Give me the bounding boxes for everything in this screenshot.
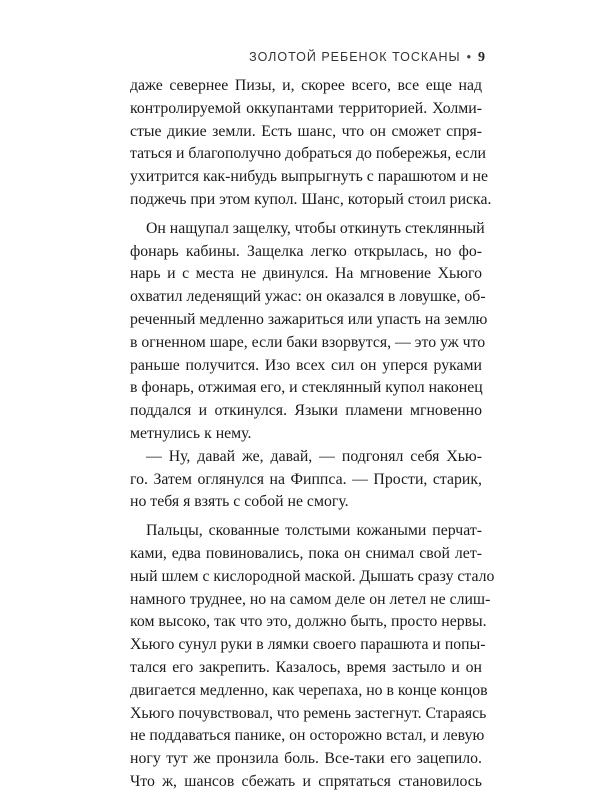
text-line: контролируемой оккупантами территорией. Холми- xyxy=(130,99,482,117)
text-line: го. Затем оглянулся на Фиппса. — Прости, старик, xyxy=(130,470,482,488)
text-line: охватил леденящий ужас: он оказался в ловушке, об- xyxy=(130,288,486,306)
book-title: ЗОЛОТОЙ РЕБЕНОК ТОСКАНЫ xyxy=(249,50,461,64)
paragraph xyxy=(130,446,482,514)
text-line: но тебя я взять с собой не смогу. xyxy=(130,493,349,511)
text-line: — Ну, давай же, давай, — подгонял себя Хью- xyxy=(146,447,482,465)
text-line: нарь и с места не двинулся. На мгновение Хьюго xyxy=(130,265,482,283)
text-line: реченный медленно зажариться или упасть на землю xyxy=(130,310,488,328)
body-text xyxy=(130,75,495,794)
text-line: поддался и откинулся. Языки пламени мгновенно xyxy=(130,402,482,420)
text-line: Пальцы, скованные толстыми кожаными перчат- xyxy=(146,522,482,540)
text-line: ный шлем с кислородной маской. Дышать сразу стало xyxy=(130,567,495,585)
paragraph xyxy=(130,75,492,212)
text-line: даже севернее Пизы, и, скорее всего, все еще над xyxy=(130,77,482,94)
text-line: метнулись к нему. xyxy=(130,424,252,442)
text-line: не поддаваться панике, он осторожно встал, и левую xyxy=(130,727,485,745)
text-line: Хьюго сунул руки в лямки своего парашюта и попы- xyxy=(130,636,486,654)
text-line: поджечь при этом купол. Шанс, который стоил риска. xyxy=(130,190,492,208)
text-line: ком высоко, так что это, должно быть, просто нервы. xyxy=(130,613,487,631)
text-line: тался его закрепить. Казалось, время застыло и он xyxy=(130,658,482,676)
text-line: намного труднее, но на самом деле он летел не слиш- xyxy=(130,590,491,608)
text-line: Он нащупал защелку, чтобы откинуть стеклянный xyxy=(146,219,485,237)
text-line: ухитрится как-нибудь выпрыгнуть с парашютом и не xyxy=(130,168,488,186)
text-line: двигается медленно, как черепаха, но в конце концов xyxy=(130,681,488,699)
text-line: ногу тут же пронзила боль. Все-таки его зацепило. xyxy=(130,750,482,768)
running-header xyxy=(249,50,485,66)
paragraph xyxy=(130,520,495,794)
page-number: 9 xyxy=(478,50,485,65)
text-line: стые дикие земли. Есть шанс, что он сможет спря- xyxy=(130,122,482,140)
header-separator: • xyxy=(466,50,472,64)
text-line: Хьюго почувствовал, что ремень застегнут. Стараясь xyxy=(130,704,487,722)
text-line: раньше получится. Изо всех сил он уперся руками xyxy=(130,356,482,374)
text-line: в фонарь, отжимая его, и стеклянный купол наконец xyxy=(130,379,483,397)
text-line: фонарь кабины. Защелка легко открылась, но фо- xyxy=(130,242,482,260)
text-line: ками, едва повиновались, пока он снимал свой лет- xyxy=(130,544,482,562)
paragraph xyxy=(130,218,488,446)
text-line: в огненном шаре, если баки взорвутся, — это уж что xyxy=(130,333,486,351)
text-line: Что ж, шансов сбежать и спрятаться становилось xyxy=(130,772,482,790)
text-line: таться и благополучно добраться до побережья, если xyxy=(130,145,486,163)
